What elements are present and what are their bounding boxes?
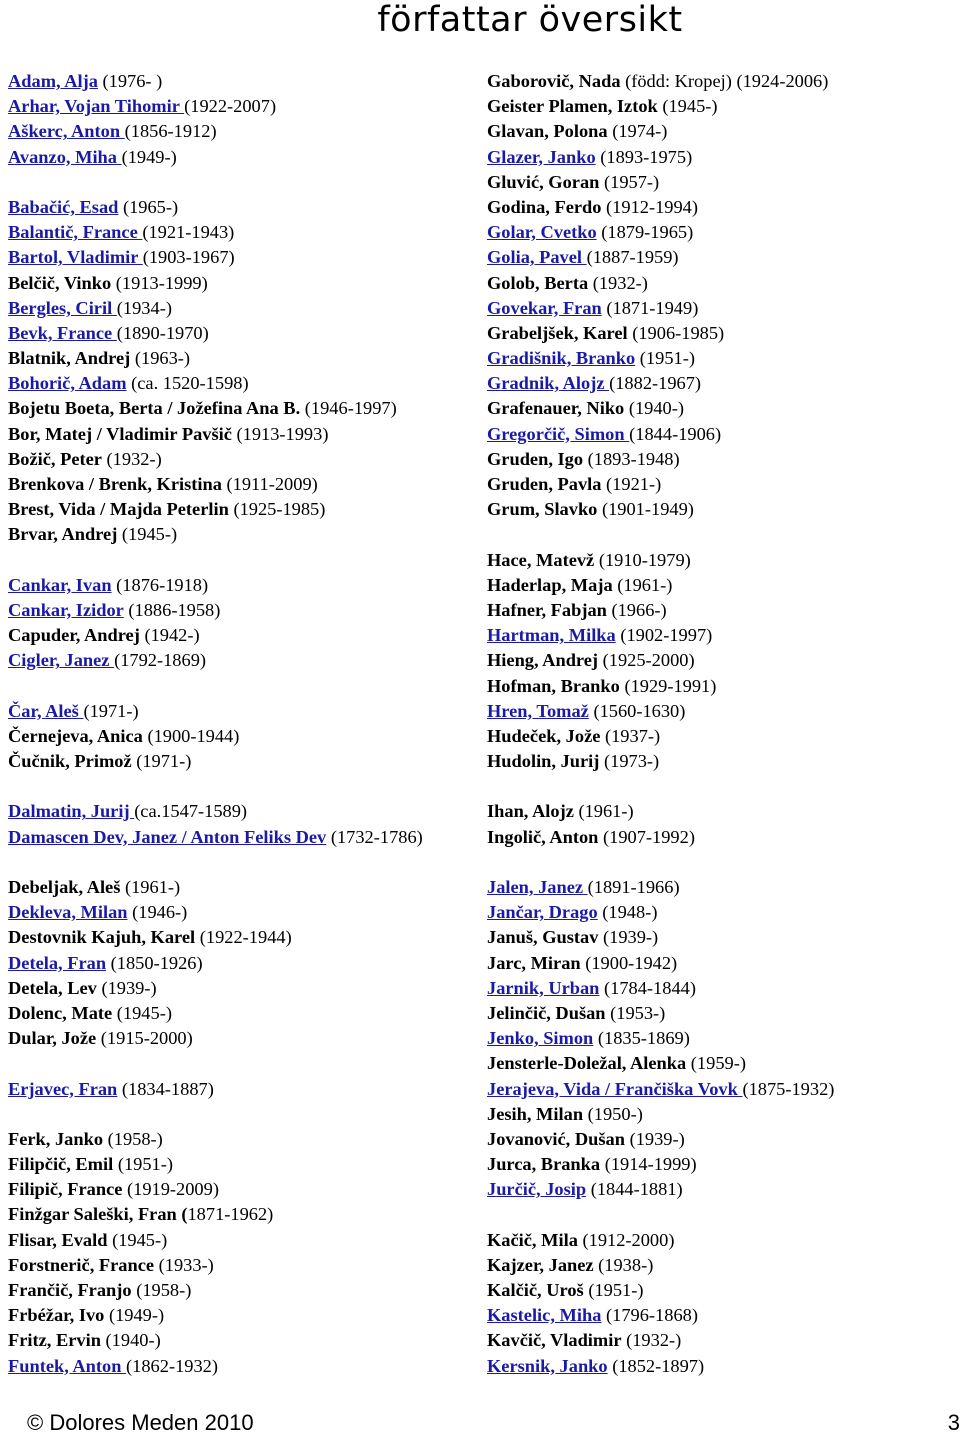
author-entry	[487, 1001, 957, 1026]
author-entry	[8, 346, 478, 371]
author-lifespan: (1974-)	[607, 121, 668, 142]
author-entry	[487, 245, 957, 270]
author-lifespan: (1886-1958)	[123, 599, 221, 620]
author-entry	[8, 396, 478, 421]
author-lifespan: (1560-1630)	[588, 700, 686, 721]
author-entry	[487, 951, 957, 976]
author-entry	[8, 497, 478, 522]
author-name: Dular, Jože	[8, 1028, 97, 1049]
author-lifespan: 1871-1962)	[187, 1204, 274, 1225]
author-name-link[interactable]: Dekleva, Milan	[8, 902, 128, 923]
author-name: Destovnik Kajuh, Karel	[8, 927, 196, 948]
author-entry	[8, 1152, 478, 1177]
author-entry	[487, 220, 957, 245]
author-name: Hudeček, Jože	[487, 725, 601, 746]
author-lifespan: (1948-)	[597, 902, 658, 923]
author-lifespan: (1876-1918)	[111, 574, 209, 595]
author-name-link[interactable]: Gregorčič, Simon	[487, 423, 630, 444]
author-entry	[487, 900, 957, 925]
author-entry	[487, 170, 957, 195]
author-name: Fritz, Ervin	[8, 1330, 101, 1351]
author-name-link[interactable]: Damascen Dev, Janez / Anton Feliks Dev	[8, 826, 327, 847]
author-name: Hace, Matevž	[487, 549, 595, 570]
author-lifespan: (1925-1985)	[228, 499, 326, 520]
author-lifespan: (1893-1975)	[595, 146, 693, 167]
author-lifespan: (1900-1944)	[142, 725, 240, 746]
author-name: Čučnik, Primož	[8, 751, 132, 772]
author-entry	[8, 1278, 478, 1303]
author-name: Geister Plamen, Iztok	[487, 96, 658, 117]
author-entry	[8, 1303, 478, 1328]
author-name: Gruden, Igo	[487, 448, 584, 469]
author-lifespan: (1953-)	[605, 1002, 666, 1023]
author-entry	[8, 472, 478, 497]
author-lifespan: (1913-1999)	[111, 272, 208, 293]
author-name: Filipčič, Emil	[8, 1154, 114, 1175]
page-title: författar översikt	[377, 0, 683, 40]
author-name-link[interactable]: Kersnik, Janko	[487, 1355, 608, 1376]
author-lifespan: (1951-)	[583, 1280, 644, 1300]
author-name: Hudolin, Jurij	[487, 751, 600, 772]
author-lifespan: (1949-)	[104, 1305, 165, 1326]
author-name-link[interactable]: Jerajeva, Vida / Frančiška Vovk	[487, 1078, 743, 1099]
author-name: Bojetu Boeta, Berta / Jožefina Ana B.	[8, 398, 301, 419]
author-entry	[8, 522, 478, 547]
author-entry	[8, 1077, 478, 1102]
author-lifespan: (1784-1844)	[599, 977, 696, 998]
author-name-link[interactable]: Balantič, France	[8, 222, 143, 243]
author-entry	[8, 271, 478, 296]
author-name-link[interactable]: Jarnik, Urban	[487, 977, 600, 998]
author-lifespan: (1835-1869)	[593, 1028, 690, 1049]
author-entry	[487, 573, 957, 598]
author-lifespan: (född: Kropej) (1924-2006)	[620, 71, 829, 91]
author-entry	[487, 674, 957, 699]
author-name-link[interactable]: Cankar, Ivan	[8, 574, 112, 595]
author-name-link[interactable]: Hren, Tomaž	[487, 700, 589, 721]
author-entry	[8, 321, 478, 346]
author-entry	[487, 94, 957, 119]
author-lifespan: (ca.1547-1589)	[134, 801, 248, 822]
author-entry	[8, 699, 478, 724]
author-entry	[487, 1127, 957, 1152]
author-name-link[interactable]: Detela, Fran	[8, 952, 107, 973]
author-name: Ihan, Alojz	[487, 801, 574, 822]
author-name-link[interactable]: Hartman, Milka	[487, 625, 616, 646]
author-name: Grabeljšek, Karel	[487, 322, 628, 343]
author-name: Januš, Gustav	[487, 927, 599, 948]
author-lifespan: (1921-)	[601, 474, 662, 494]
author-lifespan: (1844-1906)	[629, 423, 722, 444]
author-entry	[487, 1278, 957, 1303]
author-name-link[interactable]: Erjavec, Fran	[8, 1078, 118, 1099]
author-name: Godina, Ferdo	[487, 196, 602, 217]
author-name: Forstnerič, France	[8, 1254, 155, 1275]
author-name: Finžgar Saleški, Fran (	[8, 1204, 188, 1225]
author-lifespan: (1890-1970)	[116, 322, 209, 343]
section-gap	[8, 170, 478, 195]
author-lifespan: (1911-2009)	[221, 474, 318, 494]
author-name: Detela, Lev	[8, 977, 97, 998]
section-gap	[487, 850, 957, 875]
author-name: Hofman, Branko	[487, 675, 620, 696]
author-lifespan: (1951-)	[113, 1154, 173, 1175]
author-entry	[487, 472, 957, 497]
author-lifespan: (1871-1949)	[601, 297, 699, 318]
section-gap	[487, 522, 957, 547]
author-entry	[487, 1077, 957, 1102]
author-entry	[487, 119, 957, 144]
author-entry	[8, 749, 478, 774]
author-entry	[487, 296, 957, 321]
author-lifespan: (1939-)	[598, 927, 659, 948]
author-name-link[interactable]: Bevk, France	[8, 322, 117, 343]
author-name: Brenkova / Brenk, Kristina	[8, 474, 222, 494]
author-lifespan: (1951-)	[635, 348, 695, 369]
author-entry	[487, 648, 957, 673]
author-name: Jesih, Milan	[487, 1103, 584, 1124]
author-lifespan: (1844-1881)	[586, 1179, 683, 1200]
author-name-link[interactable]: Adam, Alja	[8, 71, 98, 91]
author-entry	[487, 346, 957, 371]
author-name: Jurca, Branka	[487, 1154, 601, 1175]
author-lifespan: (1914-1999)	[600, 1154, 697, 1175]
author-lifespan: (1945-)	[112, 1002, 172, 1023]
author-lifespan: (1850-1926)	[106, 952, 203, 973]
author-name: Ingolič, Anton	[487, 826, 599, 847]
author-name-link[interactable]: Jančar, Drago	[487, 902, 598, 923]
author-entry	[8, 1177, 478, 1202]
author-name: Jovanović, Dušan	[487, 1128, 625, 1149]
author-entry	[8, 195, 478, 220]
author-entry	[8, 799, 478, 824]
author-lifespan: (1902-1997)	[615, 625, 713, 646]
author-lifespan: (1922-2007)	[184, 96, 277, 117]
author-entry	[487, 1354, 957, 1379]
author-name: Gluvić, Goran	[487, 171, 600, 192]
author-lifespan: (1882-1967)	[609, 373, 702, 394]
author-entry	[487, 875, 957, 900]
author-entry	[487, 271, 957, 296]
author-lifespan: (1891-1966)	[587, 877, 680, 897]
author-lifespan: (1932-)	[101, 448, 162, 469]
author-entry	[487, 1051, 957, 1076]
author-lifespan: (1929-1991)	[619, 675, 717, 696]
author-entry	[8, 145, 478, 170]
author-lifespan: (1862-1932)	[126, 1355, 218, 1376]
author-entry	[487, 598, 957, 623]
author-entry	[8, 371, 478, 396]
author-lifespan: (1934-)	[116, 297, 172, 318]
section-gap	[8, 1102, 478, 1127]
author-name: Hieng, Andrej	[487, 650, 599, 671]
author-entry	[8, 925, 478, 950]
author-name: Grum, Slavko	[487, 499, 598, 520]
author-name: Debeljak, Aleš	[8, 877, 121, 898]
author-entry	[487, 69, 957, 94]
author-lifespan: (1971-)	[131, 751, 192, 772]
author-entry	[8, 447, 478, 472]
author-lifespan: (ca. 1520-1598)	[126, 373, 249, 394]
author-name-link[interactable]: Čar, Aleš	[8, 700, 84, 721]
author-lifespan: (1913-1993)	[231, 423, 329, 444]
author-name-link[interactable]: Babačić, Esad	[8, 196, 119, 217]
author-name-link[interactable]: Avanzo, Miha	[8, 146, 122, 167]
author-name: Flisar, Evald	[8, 1229, 108, 1250]
author-lifespan: (1875-1932)	[742, 1078, 835, 1099]
author-name: Kavčič, Vladimir	[487, 1330, 622, 1351]
author-lifespan: (1937-)	[600, 725, 661, 746]
author-lifespan: (1959-)	[686, 1053, 746, 1074]
author-lifespan: (1919-2009)	[122, 1179, 219, 1200]
author-lifespan: (1852-1897)	[607, 1355, 705, 1376]
copyright-notice: © Dolores Meden 2010	[27, 1410, 254, 1435]
author-entry	[487, 699, 957, 724]
author-name-link[interactable]: Cigler, Janez	[8, 650, 115, 671]
section-gap	[8, 1051, 478, 1076]
author-lifespan: (1961-)	[120, 877, 181, 898]
author-name-link[interactable]: Bergles, Ciril	[8, 297, 117, 318]
author-lifespan: (1961-)	[612, 574, 673, 595]
author-list-right	[487, 69, 957, 1379]
author-entry	[487, 799, 957, 824]
author-lifespan: (1887-1959)	[586, 247, 679, 268]
author-entry	[8, 875, 478, 900]
author-entry	[487, 1026, 957, 1051]
author-lifespan: (1938-)	[593, 1254, 654, 1275]
author-name: Dolenc, Mate	[8, 1002, 113, 1023]
author-name-link[interactable]: Arhar, Vojan Tihomir	[8, 96, 185, 117]
author-lifespan: (1940-)	[624, 398, 685, 419]
author-lifespan: (1915-2000)	[96, 1028, 193, 1049]
section-gap	[8, 548, 478, 573]
author-entry	[487, 548, 957, 573]
author-lifespan: (1900-1942)	[580, 952, 678, 973]
author-entry	[8, 1228, 478, 1253]
author-entry	[8, 296, 478, 321]
author-entry	[487, 1303, 957, 1328]
author-name: Belčič, Vinko	[8, 272, 112, 293]
author-name-link[interactable]: Gradišnik, Branko	[487, 348, 636, 369]
author-entry	[8, 422, 478, 447]
author-lifespan: (1912-1994)	[601, 196, 698, 217]
author-lifespan: (1933-)	[154, 1254, 214, 1275]
author-name-link[interactable]: Bohorič, Adam	[8, 373, 127, 394]
author-entry	[487, 1328, 957, 1353]
author-entry	[8, 119, 478, 144]
section-gap	[487, 1202, 957, 1227]
author-entry	[8, 1354, 478, 1379]
author-lifespan: (1792-1869)	[114, 650, 207, 671]
author-lifespan: (1961-)	[573, 801, 634, 822]
author-lifespan: (1958-)	[103, 1128, 163, 1149]
page-number: 3	[947, 1410, 960, 1435]
author-name: Jensterle-Doležal, Alenka	[487, 1053, 687, 1074]
author-lifespan: (1945-)	[117, 524, 178, 545]
author-lifespan: (1957-)	[599, 171, 660, 192]
author-lifespan: (1879-1965)	[596, 222, 694, 243]
author-lifespan: (1939-)	[96, 977, 157, 998]
author-list-left	[8, 69, 478, 1379]
author-name-link[interactable]: Bartol, Vladimir	[8, 247, 143, 268]
author-lifespan: (1932-)	[621, 1330, 682, 1351]
author-entry	[8, 94, 478, 119]
author-lifespan: (1966-)	[606, 599, 667, 620]
author-lifespan: (1732-1786)	[326, 826, 423, 847]
author-entry	[8, 976, 478, 1001]
author-name: Bor, Matej / Vladimir Pavšič	[8, 423, 232, 444]
author-entry	[8, 1127, 478, 1152]
author-entry	[487, 396, 957, 421]
section-gap	[487, 774, 957, 799]
author-name: Haderlap, Maja	[487, 574, 613, 595]
author-name-link[interactable]: Golar, Cvetko	[487, 222, 597, 243]
author-name-link[interactable]: Glazer, Janko	[487, 146, 596, 167]
author-lifespan: (1965-)	[118, 196, 179, 217]
author-name: Gruden, Pavla	[487, 474, 602, 494]
author-entry	[8, 1026, 478, 1051]
author-lifespan: (1950-)	[583, 1103, 643, 1124]
author-entry	[487, 195, 957, 220]
author-lifespan: (1834-1887)	[117, 1078, 214, 1099]
section-gap	[8, 774, 478, 799]
author-lifespan: (1912-2000)	[577, 1229, 675, 1250]
author-lifespan: (1893-1948)	[583, 448, 680, 469]
author-entry	[487, 925, 957, 950]
author-lifespan: (1945-)	[107, 1229, 168, 1250]
author-name: Frbéžar, Ivo	[8, 1305, 105, 1326]
author-entry	[8, 69, 478, 94]
author-entry	[8, 825, 478, 875]
author-name: Filipič, France	[8, 1179, 123, 1200]
author-lifespan: (1942-)	[139, 625, 200, 646]
author-lifespan: (1963-)	[130, 348, 191, 369]
author-entry	[8, 1001, 478, 1026]
author-name: Frančič, Franjo	[8, 1280, 132, 1301]
author-name: Jarc, Miran	[487, 952, 581, 973]
author-name: Golob, Berta	[487, 272, 589, 293]
author-lifespan: (1901-1949)	[597, 499, 694, 520]
author-lifespan: (1939-)	[624, 1128, 685, 1149]
author-entry	[8, 1202, 478, 1227]
author-lifespan: (1796-1868)	[601, 1305, 698, 1326]
author-lifespan: (1906-1985)	[627, 322, 725, 343]
author-entry	[487, 749, 957, 774]
author-name: Božič, Peter	[8, 448, 102, 469]
author-entry	[8, 623, 478, 648]
author-lifespan: (1903-1967)	[142, 247, 235, 268]
author-name: Grafenauer, Niko	[487, 398, 625, 419]
author-name-link[interactable]: Jenko, Simon	[487, 1028, 594, 1049]
author-entry	[487, 1102, 957, 1127]
author-entry	[487, 371, 957, 396]
author-name-link[interactable]: Funtek, Anton	[8, 1355, 127, 1376]
author-name: Černejeva, Anica	[8, 725, 143, 746]
author-entry	[8, 900, 478, 925]
author-name-link[interactable]: Govekar, Fran	[487, 297, 602, 318]
author-entry	[8, 573, 478, 598]
author-entry	[487, 976, 957, 1001]
author-name-link[interactable]: Jalen, Janez	[487, 877, 588, 897]
author-lifespan: (1922-1944)	[195, 927, 292, 948]
author-entry	[487, 1253, 957, 1278]
author-name: Kalčič, Uroš	[487, 1280, 584, 1300]
author-entry	[8, 724, 478, 749]
author-name-link[interactable]: Gradnik, Alojz	[487, 373, 610, 394]
author-entry	[487, 497, 957, 522]
author-name: Glavan, Polona	[487, 121, 608, 142]
author-lifespan: (1925-2000)	[598, 650, 695, 671]
author-entry	[487, 1228, 957, 1253]
author-entry	[487, 1152, 957, 1177]
author-lifespan: (1945-)	[657, 96, 718, 117]
author-name-link[interactable]: Dalmatin, Jurij	[8, 801, 135, 822]
author-lifespan: (1856-1912)	[124, 121, 217, 142]
author-entry	[8, 1328, 478, 1353]
author-lifespan: (1932-)	[588, 272, 648, 293]
author-lifespan: (1940-)	[100, 1330, 161, 1351]
section-gap	[8, 674, 478, 699]
author-lifespan: (1973-)	[599, 751, 660, 772]
author-name-link[interactable]: Jurčič, Josip	[487, 1179, 587, 1200]
author-entry	[487, 724, 957, 749]
author-entry	[487, 447, 957, 472]
author-lifespan: (1921-1943)	[142, 222, 235, 243]
author-entry	[487, 623, 957, 648]
author-entry	[8, 1253, 478, 1278]
author-lifespan: (1949-)	[121, 146, 177, 167]
author-entry	[487, 1177, 957, 1202]
author-entry	[487, 145, 957, 170]
author-entry	[8, 245, 478, 270]
author-lifespan: (1976- )	[97, 71, 163, 91]
author-lifespan: (1946-)	[127, 902, 188, 923]
author-name: Kačič, Mila	[487, 1229, 578, 1250]
author-name-link[interactable]: Kastelic, Miha	[487, 1305, 602, 1326]
author-name: Capuder, Andrej	[8, 625, 140, 646]
author-entry	[8, 648, 478, 673]
author-name: Brest, Vida / Majda Peterlin	[8, 499, 229, 520]
author-entry	[8, 598, 478, 623]
author-lifespan: (1910-1979)	[594, 549, 691, 570]
author-lifespan: (1958-)	[131, 1280, 192, 1301]
author-lifespan: (1907-1992)	[598, 826, 695, 847]
author-name: Gaborovič, Nada	[487, 71, 621, 91]
author-name: Blatnik, Andrej	[8, 348, 131, 369]
author-name-link[interactable]: Aškerc, Anton	[8, 121, 125, 142]
author-name: Brvar, Andrej	[8, 524, 118, 545]
author-entry	[8, 951, 478, 976]
author-lifespan: (1971-)	[83, 700, 139, 721]
author-name: Kajzer, Janez	[487, 1254, 594, 1275]
author-name-link[interactable]: Cankar, Izidor	[8, 599, 124, 620]
author-entry	[487, 422, 957, 447]
author-lifespan: (1946-1997)	[300, 398, 397, 419]
author-entry	[8, 220, 478, 245]
author-name-link[interactable]: Golia, Pavel	[487, 247, 587, 268]
author-entry	[487, 825, 957, 850]
author-name: Hafner, Fabjan	[487, 599, 607, 620]
author-entry	[487, 321, 957, 346]
author-name: Jelinčič, Dušan	[487, 1002, 606, 1023]
author-name: Ferk, Janko	[8, 1128, 104, 1149]
